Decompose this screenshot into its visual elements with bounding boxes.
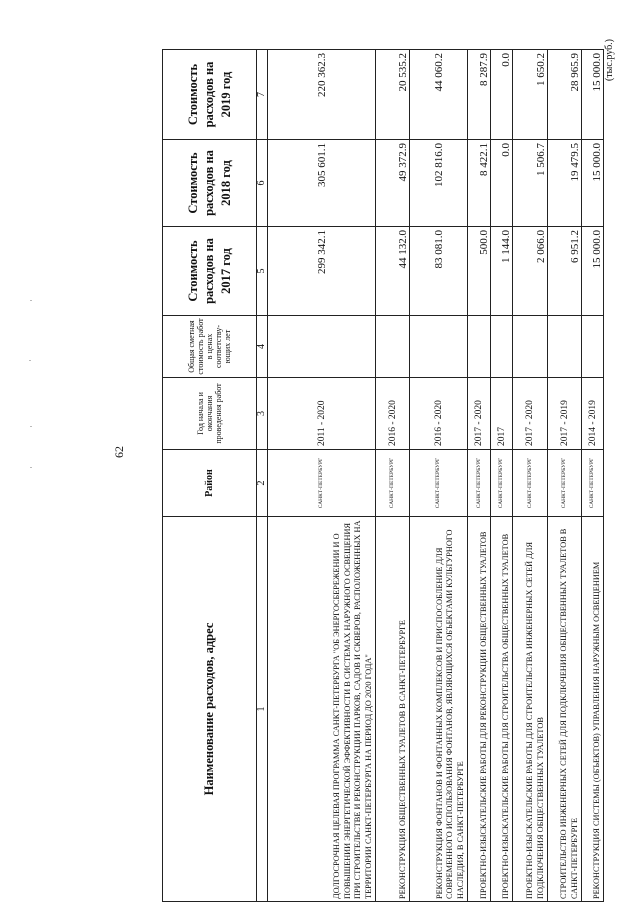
column-number: 2	[257, 450, 268, 517]
cost-2018-cell: 49 372.9	[376, 140, 410, 227]
total-cost-cell	[513, 316, 548, 378]
cost-2018-cell: 0.0	[491, 140, 513, 227]
cost-2018-cell: 102 816.0	[410, 140, 468, 227]
cost-2017-cell: 299 342.1	[268, 227, 376, 316]
expense-name-cell: СТРОИТЕЛЬСТВО ИНЖЕНЕРНЫХ СЕТЕЙ ДЛЯ ПОДКЛЮЧЕНИЯ ОБЩЕСТВЕННЫХ ТУАЛЕТОВ В САНКТ-ПЕТЕРБУРГЕ	[548, 517, 582, 902]
expense-name-cell: РЕКОНСТРУКЦИЯ ОБЩЕСТВЕННЫХ ТУАЛЕТОВ В САНКТ-ПЕТЕРБУРГЕ	[376, 517, 410, 902]
period-cell: 2016 - 2020	[410, 378, 468, 450]
cost-2017-cell: 83 081.0	[410, 227, 468, 316]
column-number: 4	[257, 316, 268, 378]
table-row	[268, 50, 376, 902]
cost-2019-cell: 20 535.2	[376, 50, 410, 140]
header-period: Год начала и окончания проведения работ	[163, 378, 257, 450]
cost-2017-cell: 500.0	[468, 227, 491, 316]
cost-2019-cell: 15 000.0	[582, 50, 604, 140]
district-cell: САНКТ-ПЕТЕРБУРГ	[513, 450, 548, 517]
expenses-table	[162, 49, 604, 902]
cost-2019-cell: 44 060.2	[410, 50, 468, 140]
expenses-table-frame	[162, 50, 603, 902]
district-cell: САНКТ-ПЕТЕРБУРГ	[491, 450, 513, 517]
column-number: 5	[257, 227, 268, 316]
header-total-cost: Общая сметная стоимость работ в ценах соответству-ющих лет	[163, 316, 257, 378]
district-cell: САНКТ-ПЕТЕРБУРГ	[582, 450, 604, 517]
total-cost-cell	[410, 316, 468, 378]
header-cost-2019: Стоимость расходов на 2019 год	[163, 50, 257, 140]
cost-2019-cell: 220 362.3	[268, 50, 376, 140]
column-number: 7	[257, 50, 268, 140]
units-label: (тыс.руб.)	[604, 39, 615, 82]
table-row	[548, 50, 582, 902]
cost-2019-cell: 0.0	[491, 50, 513, 140]
header-expense-name: Наименование расходов, адрес	[163, 517, 257, 902]
period-cell: 2017 - 2020	[468, 378, 491, 450]
cost-2017-cell: 44 132.0	[376, 227, 410, 316]
total-cost-cell	[468, 316, 491, 378]
cost-2017-cell: 1 144.0	[491, 227, 513, 316]
period-cell: 2017	[491, 378, 513, 450]
district-cell: САНКТ-ПЕТЕРБУРГ	[376, 450, 410, 517]
column-number: 3	[257, 378, 268, 450]
total-cost-cell	[491, 316, 513, 378]
period-cell: 2011 - 2020	[268, 378, 376, 450]
header-cost-2018: Стоимость расходов на 2018 год	[163, 140, 257, 227]
district-cell: САНКТ-ПЕТЕРБУРГ	[268, 450, 376, 517]
cost-2018-cell: 15 000.0	[582, 140, 604, 227]
cost-2017-cell: 15 000.0	[582, 227, 604, 316]
cost-2018-cell: 8 422.1	[468, 140, 491, 227]
total-cost-cell	[548, 316, 582, 378]
cost-2019-cell: 28 965.9	[548, 50, 582, 140]
table-row	[491, 50, 513, 902]
scan-speck	[30, 300, 32, 301]
column-number: 6	[257, 140, 268, 227]
scan-speck	[29, 360, 31, 361]
table-row	[410, 50, 468, 902]
period-cell: 2014 - 2019	[582, 378, 604, 450]
header-district: Район	[163, 450, 257, 517]
cost-2018-cell: 1 506.7	[513, 140, 548, 227]
expense-name-cell: ДОЛГОСРОЧНАЯ ЦЕЛЕВАЯ ПРОГРАММА САНКТ-ПЕТЕРБУРГА "ОБ ЭНЕРГОСБЕРЕЖЕНИИ И О ПОВЫШЕНИИ ЭНЕРГЕТИЧЕСКОЙ ЭФФЕКТИВНОСТИ В СИСТЕМАХ НАРУЖНОГО ОСВЕЩЕНИЯ ПРИ СТРОИТЕЛЬСТВЕ И РЕКОНСТРУКЦИИ ПАРКОВ, САДОВ И СКВЕРОВ, РАСПОЛОЖЕННЫХ НА ТЕРРИТОРИИ САНКТ-ПЕТЕРБУРГА НА ПЕРИОД ДО 2020 ГОДА"	[268, 517, 376, 902]
table-row	[582, 50, 604, 902]
table-row	[513, 50, 548, 902]
cost-2017-cell: 6 951.2	[548, 227, 582, 316]
expense-name-cell: ПРОЕКТНО-ИЗЫСКАТЕЛЬСКИЕ РАБОТЫ ДЛЯ СТРОИТЕЛЬСТВА ИНЖЕНЕРНЫХ СЕТЕЙ ДЛЯ ПОДКЛЮЧЕНИЯ ОБЩЕСТВЕННЫХ ТУАЛЕТОВ	[513, 517, 548, 902]
district-cell: САНКТ-ПЕТЕРБУРГ	[548, 450, 582, 517]
total-cost-cell	[582, 316, 604, 378]
table-row	[468, 50, 491, 902]
cost-2017-cell: 2 066.0	[513, 227, 548, 316]
column-number: 1	[257, 517, 268, 902]
page-number: 62	[112, 446, 126, 458]
expense-name-cell: РЕКОНСТРУКЦИЯ СИСТЕМЫ (ОБЪЕКТОВ) УПРАВЛЕНИЯ НАРУЖНЫМ ОСВЕЩЕНИЕМ	[582, 517, 604, 902]
column-number-row	[257, 50, 268, 902]
header-cost-2017: Стоимость расходов на 2017 год	[163, 227, 257, 316]
scan-speck	[30, 426, 32, 427]
cost-2019-cell: 8 287.9	[468, 50, 491, 140]
expense-name-cell: РЕКОНСТРУКЦИЯ ФОНТАНОВ И ФОНТАННЫХ КОМПЛЕКСОВ И ПРИСПОСОБЛЕНИЕ ДЛЯ СОВРЕМЕННОГО ИСПОЛЬЗОВАНИЯ ФОНТАНОВ, ЯВЛЯЮЩИХСЯ ОБЪЕКТАМИ КУЛЬТУРНОГО НАСЛЕДИЯ, В САНКТ-ПЕТЕРБУРГЕ	[410, 517, 468, 902]
cost-2018-cell: 19 479.5	[548, 140, 582, 227]
expense-name-cell: ПРОЕКТНО-ИЗЫСКАТЕЛЬСКИЕ РАБОТЫ ДЛЯ СТРОИТЕЛЬСТВА ОБЩЕСТВЕННЫХ ТУАЛЕТОВ	[491, 517, 513, 902]
table-row	[376, 50, 410, 902]
table-header-row	[163, 50, 257, 902]
district-cell: САНКТ-ПЕТЕРБУРГ	[410, 450, 468, 517]
expense-name-cell: ПРОЕКТНО-ИЗЫСКАТЕЛЬСКИЕ РАБОТЫ ДЛЯ РЕКОНСТРУКЦИИ ОБЩЕСТВЕННЫХ ТУАЛЕТОВ	[468, 517, 491, 902]
period-cell: 2017 - 2020	[513, 378, 548, 450]
total-cost-cell	[376, 316, 410, 378]
cost-2019-cell: 1 650.2	[513, 50, 548, 140]
scan-speck	[30, 467, 32, 468]
cost-2018-cell: 305 601.1	[268, 140, 376, 227]
total-cost-cell	[268, 316, 376, 378]
district-cell: САНКТ-ПЕТЕРБУРГ	[468, 450, 491, 517]
period-cell: 2017 - 2019	[548, 378, 582, 450]
period-cell: 2016 - 2020	[376, 378, 410, 450]
